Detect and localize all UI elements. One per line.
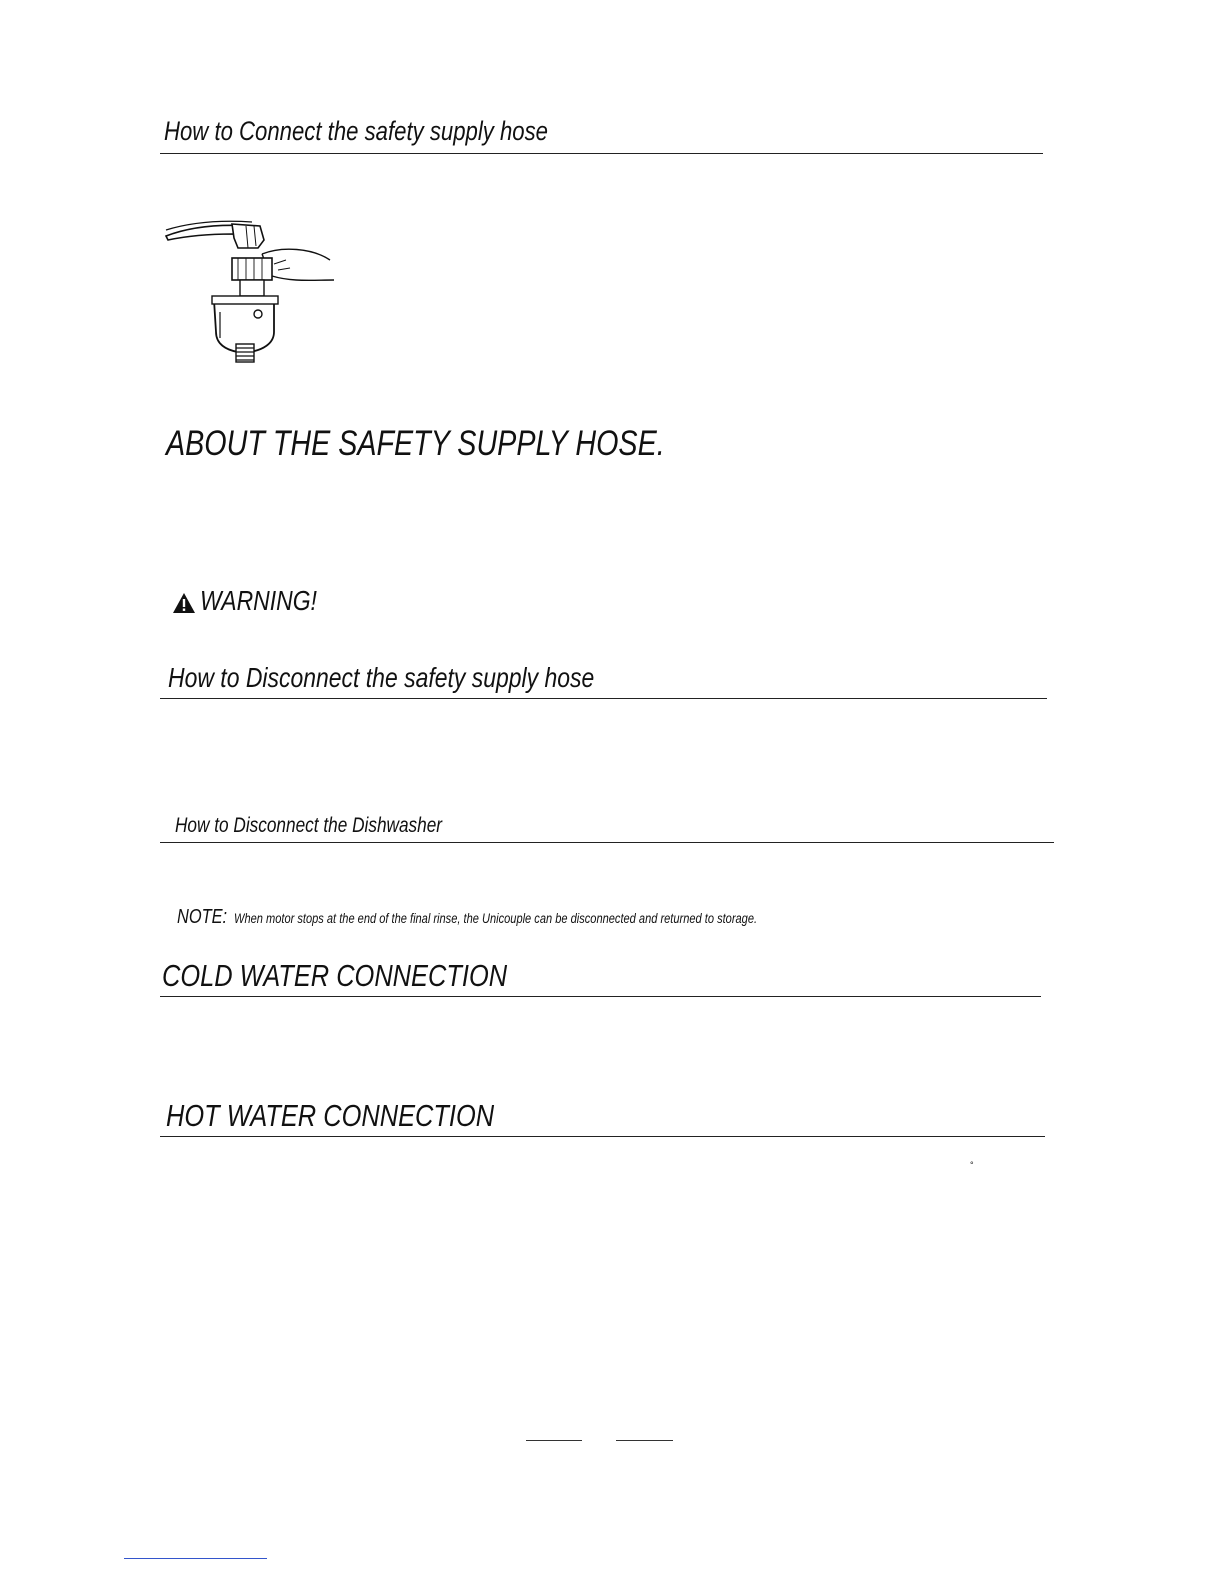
disconnect-dishwasher-heading <box>160 814 1054 843</box>
about-hose-heading-text: ABOUT THE SAFETY SUPPLY HOSE. <box>166 424 665 463</box>
note-line <box>177 906 872 929</box>
connect-hose-heading <box>160 116 1043 154</box>
connect-hose-heading-text: How to Connect the safety supply hose <box>164 116 548 146</box>
warning-label <box>172 585 343 617</box>
disconnect-hose-heading <box>160 662 1047 699</box>
bottom-link-rule <box>124 1558 267 1559</box>
hot-water-heading-text: HOT WATER CONNECTION <box>166 1098 495 1133</box>
disconnect-hose-heading-text: How to Disconnect the safety supply hose <box>168 662 595 693</box>
cold-water-heading <box>160 958 1041 997</box>
hot-water-heading <box>160 1098 1045 1137</box>
footer-rule-left <box>526 1440 582 1441</box>
degree-mark: ° <box>970 1160 974 1170</box>
warning-triangle-icon <box>172 592 196 614</box>
disconnect-dishwasher-heading-text: How to Disconnect the Dishwasher <box>175 814 443 837</box>
cold-water-heading-text: COLD WATER CONNECTION <box>162 958 508 993</box>
note-text: When motor stops at the end of the final rinse, the Unicouple can be disconnected and returned to storage. <box>234 911 758 926</box>
note-label: NOTE: <box>177 906 228 928</box>
about-hose-heading <box>166 424 774 464</box>
faucet-connector-illustration <box>162 214 338 364</box>
warning-label-text: WARNING! <box>200 585 317 616</box>
footer-rule-right <box>616 1440 673 1441</box>
